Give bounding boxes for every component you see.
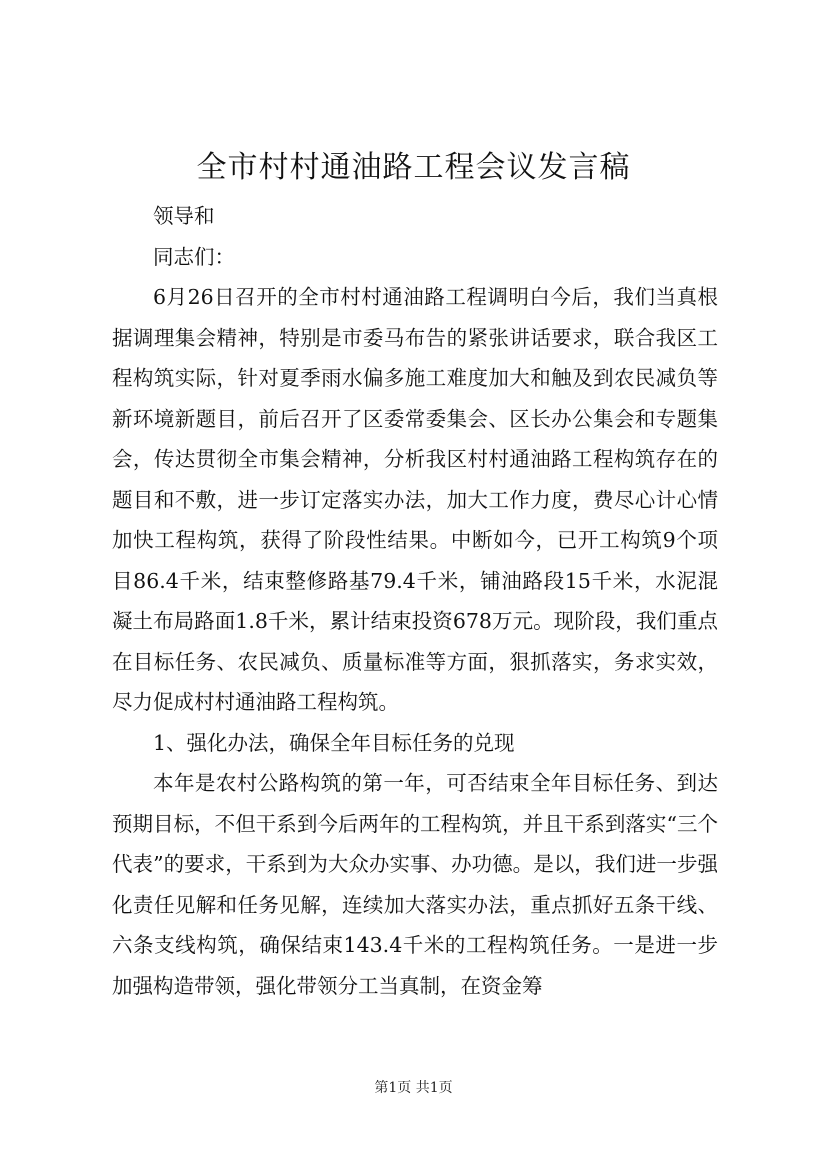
salutation-line-1: 领导和 bbox=[153, 204, 215, 228]
page-number-footer: 第1页 共1页 bbox=[374, 1080, 453, 1096]
document-body bbox=[112, 196, 718, 1006]
section-heading: 1、强化办法，确保全年目标任务的兑现 bbox=[153, 730, 515, 755]
document-title: 全市村村通油路工程会议发言稿 bbox=[196, 150, 631, 185]
salutation-line-2: 同志们： bbox=[153, 244, 235, 269]
body-paragraph: 本年是农村公路构筑的第一年，可否结束全年目标任务、到达预期目标，不但干系到今后两年的工程构筑，并且干系到落实“三个代表”的要求，干系到为大众办实事、办功德。是以，我们进一步强化责任见解和任务见解，连续加大落实办法，重点抓好五条干线、六条支线构筑，确保结束143.4千米的工程构筑任务。一是进一步加强构造带领，强化带领分工当真制，在资金筹 bbox=[112, 771, 718, 998]
body-paragraph: 6月26日召开的全市村村通油路工程调明白今后，我们当真根据调理集会精神，特别是市委马布告的紧张讲话要求，联合我区工程构筑实际，针对夏季雨水偏多施工难度加大和触及到农民减负等新环境新题目，前后召开了区委常委集会、区长办公集会和专题集会，传达贯彻全市集会精神，分析我区村村通油路工程构筑存在的题目和不敷，进一步订定落实办法，加大工作力度，费尽心计心情加快工程构筑，获得了阶段性结果。中断如今，已开工构筑9个项目86.4千米，结束整修路基79.4千米，铺油路段15千米，水泥混凝土布局路面1.8千米，累计结束投资678万元。现阶段，我们重点在目标任务、农民减负、质量标准等方面，狠抓落实，务求实效，尽力促成村村通油路工程构筑。 bbox=[112, 285, 718, 714]
